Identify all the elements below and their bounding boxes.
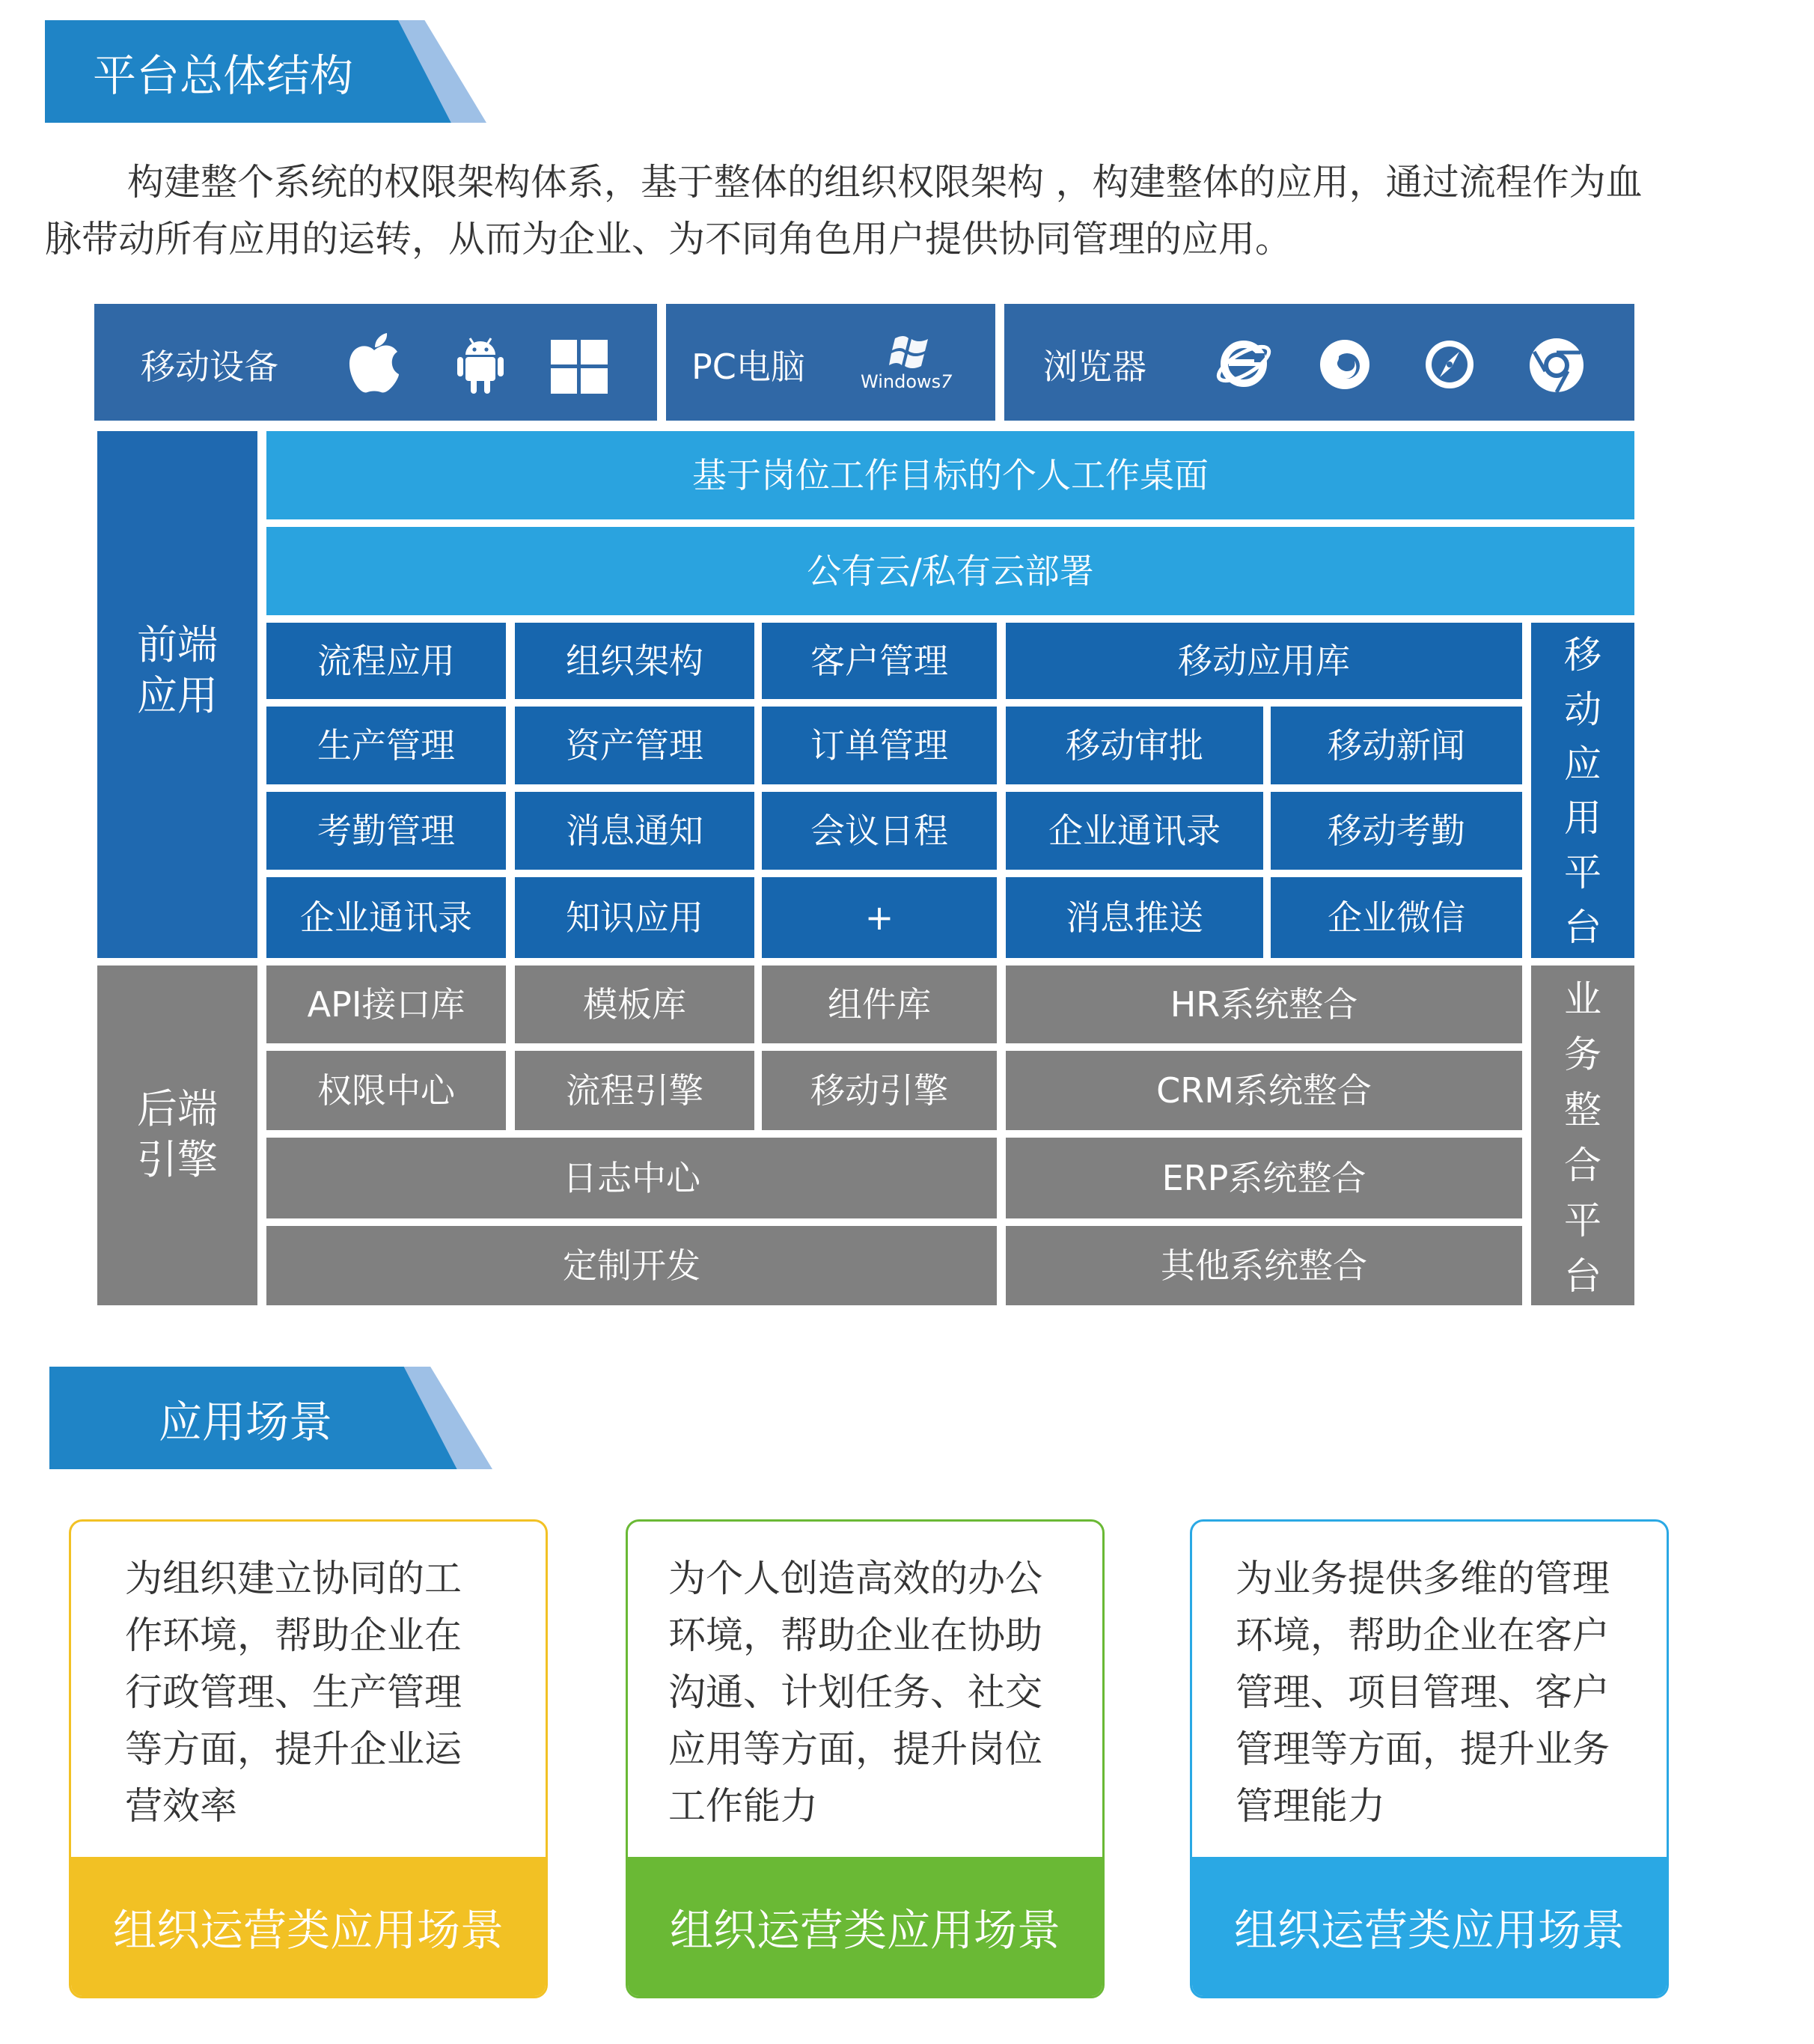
backend-block [97, 965, 257, 1305]
personal-desktop-bar: 基于岗位工作目标的个人工作桌面 [266, 431, 1634, 519]
app-cell: 订单管理 [762, 707, 997, 784]
pc-box [666, 304, 995, 421]
browser-box [1004, 304, 1634, 421]
app-cell: 考勤管理 [266, 792, 506, 870]
engine-cell: 组件库 [762, 965, 997, 1043]
section-banner-platform [45, 20, 486, 123]
windows-text: Windows [861, 371, 941, 392]
scenario-footer: 组织运营类应用场景 [1192, 1857, 1667, 1996]
scenario-card-3 [1190, 1519, 1669, 1998]
integration-platform-column [1531, 965, 1634, 1305]
section-title: 平台总体结构 [93, 49, 354, 101]
mobile-platform-label: 移 动 应 用 平 台 [1564, 633, 1601, 949]
engine-cell: 移动引擎 [762, 1051, 997, 1130]
section-banner-scenarios [49, 1367, 492, 1469]
integration-platform-label: 业 务 整 合 平 台 [1564, 977, 1601, 1298]
mobile-app-cell: 企业通讯录 [1006, 792, 1263, 870]
custom-dev-bar: 定制开发 [266, 1226, 997, 1305]
mobile-app-cell: 企业微信 [1271, 877, 1522, 958]
browser-label: 浏览器 [1043, 347, 1146, 387]
section-title: 应用场景 [159, 1396, 333, 1447]
mobile-app-cell: 移动审批 [1006, 707, 1263, 784]
windows7-flag-icon [889, 334, 931, 368]
backend-label: 后端 引擎 [137, 1085, 218, 1183]
apple-icon [345, 332, 403, 395]
frontend-label: 前端 应用 [137, 621, 218, 719]
scenario-card-1 [69, 1519, 548, 1998]
ie-icon [1215, 337, 1272, 389]
app-cell: 企业通讯录 [266, 877, 506, 958]
engine-cell: 权限中心 [266, 1051, 506, 1130]
app-cell: 流程应用 [266, 623, 506, 699]
app-cell: 组织架构 [515, 623, 754, 699]
mobile-app-cell: 消息推送 [1006, 877, 1263, 958]
windows-version: 7 [941, 371, 953, 392]
scenario-card-2 [626, 1519, 1105, 1998]
scenario-footer: 组织运营类应用场景 [71, 1857, 546, 1996]
firefox-icon [1319, 338, 1371, 391]
safari-icon [1423, 338, 1476, 391]
pc-label: PC电脑 [691, 347, 805, 387]
scenario-description: 为个人创造高效的办公 环境，帮助企业在协助 沟通、计划任务、社交 应用等方面，提升岗位 工作能力 [668, 1557, 1042, 1828]
app-cell: 资产管理 [515, 707, 754, 784]
mobile-devices-box [94, 304, 657, 421]
mobile-platform-column [1531, 623, 1634, 958]
engine-cell: 模板库 [515, 965, 754, 1043]
windows7-label [861, 371, 952, 392]
app-cell: 消息通知 [515, 792, 754, 870]
app-cell: 生产管理 [266, 707, 506, 784]
chrome-icon [1528, 337, 1585, 394]
scenario-description: 为组织建立协同的工 作环境，帮助企业在 行政管理、生产管理 等方面，提升企业运 营效率 [125, 1557, 462, 1828]
mobile-devices-label: 移动设备 [141, 347, 278, 387]
cloud-deploy-bar: 公有云/私有云部署 [266, 527, 1634, 615]
integration-cell: CRM系统整合 [1006, 1051, 1522, 1130]
scenario-description: 为业务提供多维的管理 环境，帮助企业在客户 管理、项目管理、客户 管理等方面，提升业务 管理能力 [1236, 1557, 1610, 1828]
app-cell: 客户管理 [762, 623, 997, 699]
scenario-footer: 组织运营类应用场景 [628, 1857, 1102, 1996]
integration-cell: 其他系统整合 [1006, 1226, 1522, 1305]
intro-paragraph [45, 154, 1721, 268]
integration-cell: HR系统整合 [1006, 965, 1522, 1043]
mobile-app-cell: 移动考勤 [1271, 792, 1522, 870]
intro-line-2: 脉带动所有应用的运转，从而为企业、为不同角色用户提供协同管理的应用。 [45, 218, 1292, 260]
engine-cell: 流程引擎 [515, 1051, 754, 1130]
mobile-app-lib-bar: 移动应用库 [1006, 623, 1522, 699]
add-app-cell: + [762, 877, 997, 958]
windows-icon [551, 340, 608, 394]
mobile-app-cell: 移动新闻 [1271, 707, 1522, 784]
app-cell: 知识应用 [515, 877, 754, 958]
intro-line-1: 构建整个系统的权限架构体系，基于整体的组织权限架构 ，构建整体的应用，通过流程作为血 [127, 161, 1643, 204]
frontend-block [97, 431, 257, 958]
log-center-bar: 日志中心 [266, 1138, 997, 1218]
android-icon [456, 334, 504, 395]
engine-cell: API接口库 [266, 965, 506, 1043]
app-cell: 会议日程 [762, 792, 997, 870]
integration-cell: ERP系统整合 [1006, 1138, 1522, 1218]
